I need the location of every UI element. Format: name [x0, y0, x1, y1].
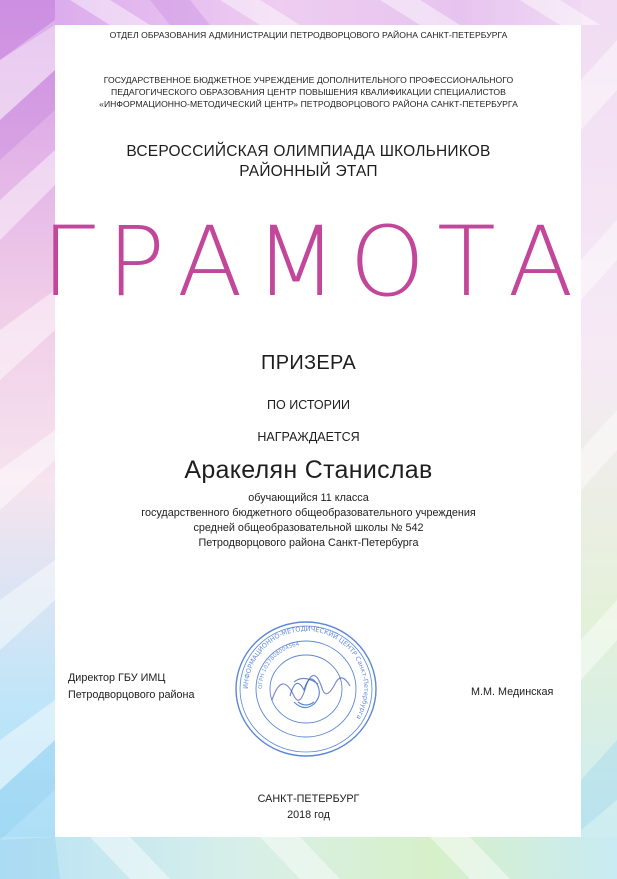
footer-city: САНКТ-ПЕТЕРБУРГ [257, 793, 360, 805]
recipient-name: Аракелян Станислав [184, 456, 433, 484]
institution-line-2: ПЕДАГОГИЧЕСКОГО ОБРАЗОВАНИЯ ЦЕНТР ПОВЫШЕНИЯ КВАЛИФИКАЦИИ СПЕЦИАЛИСТОВ [111, 87, 506, 97]
signatory-name: М.М. Мединская [471, 686, 554, 698]
olympiad-stage: РАЙОННЫЙ ЭТАП [239, 163, 378, 180]
school-number: средней общеобразовательной школы № 542 [193, 522, 424, 534]
official-seal [232, 618, 380, 760]
olympiad-title: ВСЕРОССИЙСКАЯ ОЛИМПИАДА ШКОЛЬНИКОВ [126, 143, 491, 160]
school-type: государственного бюджетного общеобразовательного учреждения [141, 507, 476, 519]
institution-line-3: «ИНФОРМАЦИОННО-МЕТОДИЧЕСКИЙ ЦЕНТР» ПЕТРОДВОРЦОВОГО РАЙОНА САНКТ-ПЕТЕРБУРГА [99, 99, 518, 109]
footer-year: 2018 год [287, 809, 330, 821]
seal-ogrn: ОГРН 1027808004564 [257, 641, 300, 690]
svg-text:ИНФОРМАЦИОННО-МЕТОДИЧЕСКИЙ ЦЕН [242, 625, 370, 721]
awarded-label: НАГРАЖДАЕТСЯ [257, 430, 360, 444]
school-district: Петродворцового района Санкт-Петербурга [198, 537, 419, 549]
signatory-role-line-2: Петродворцового района [68, 689, 195, 701]
recipient-grade: обучающийся 11 класса [248, 492, 369, 504]
signatory-role-line-1: Директор ГБУ ИМЦ [68, 672, 166, 684]
certificate-title: ГРАМОТА [41, 206, 586, 318]
seal-outer-text: ИНФОРМАЦИОННО-МЕТОДИЧЕСКИЙ ЦЕНТР Санкт-Петербурга [241, 624, 371, 721]
institution-line-1: ГОСУДАРСТВЕННОЕ БЮДЖЕТНОЕ УЧРЕЖДЕНИЕ ДОПОЛНИТЕЛЬНОГО ПРОФЕССИОНАЛЬНОГО [103, 75, 514, 85]
award-subject: ПО ИСТОРИИ [267, 398, 350, 412]
department-header: ОТДЕЛ ОБРАЗОВАНИЯ АДМИНИСТРАЦИИ ПЕТРОДВОРЦОВОГО РАЙОНА САНКТ-ПЕТЕРБУРГА [109, 30, 508, 40]
signatory-role [68, 670, 194, 704]
award-status: ПРИЗЕРА [261, 352, 356, 374]
